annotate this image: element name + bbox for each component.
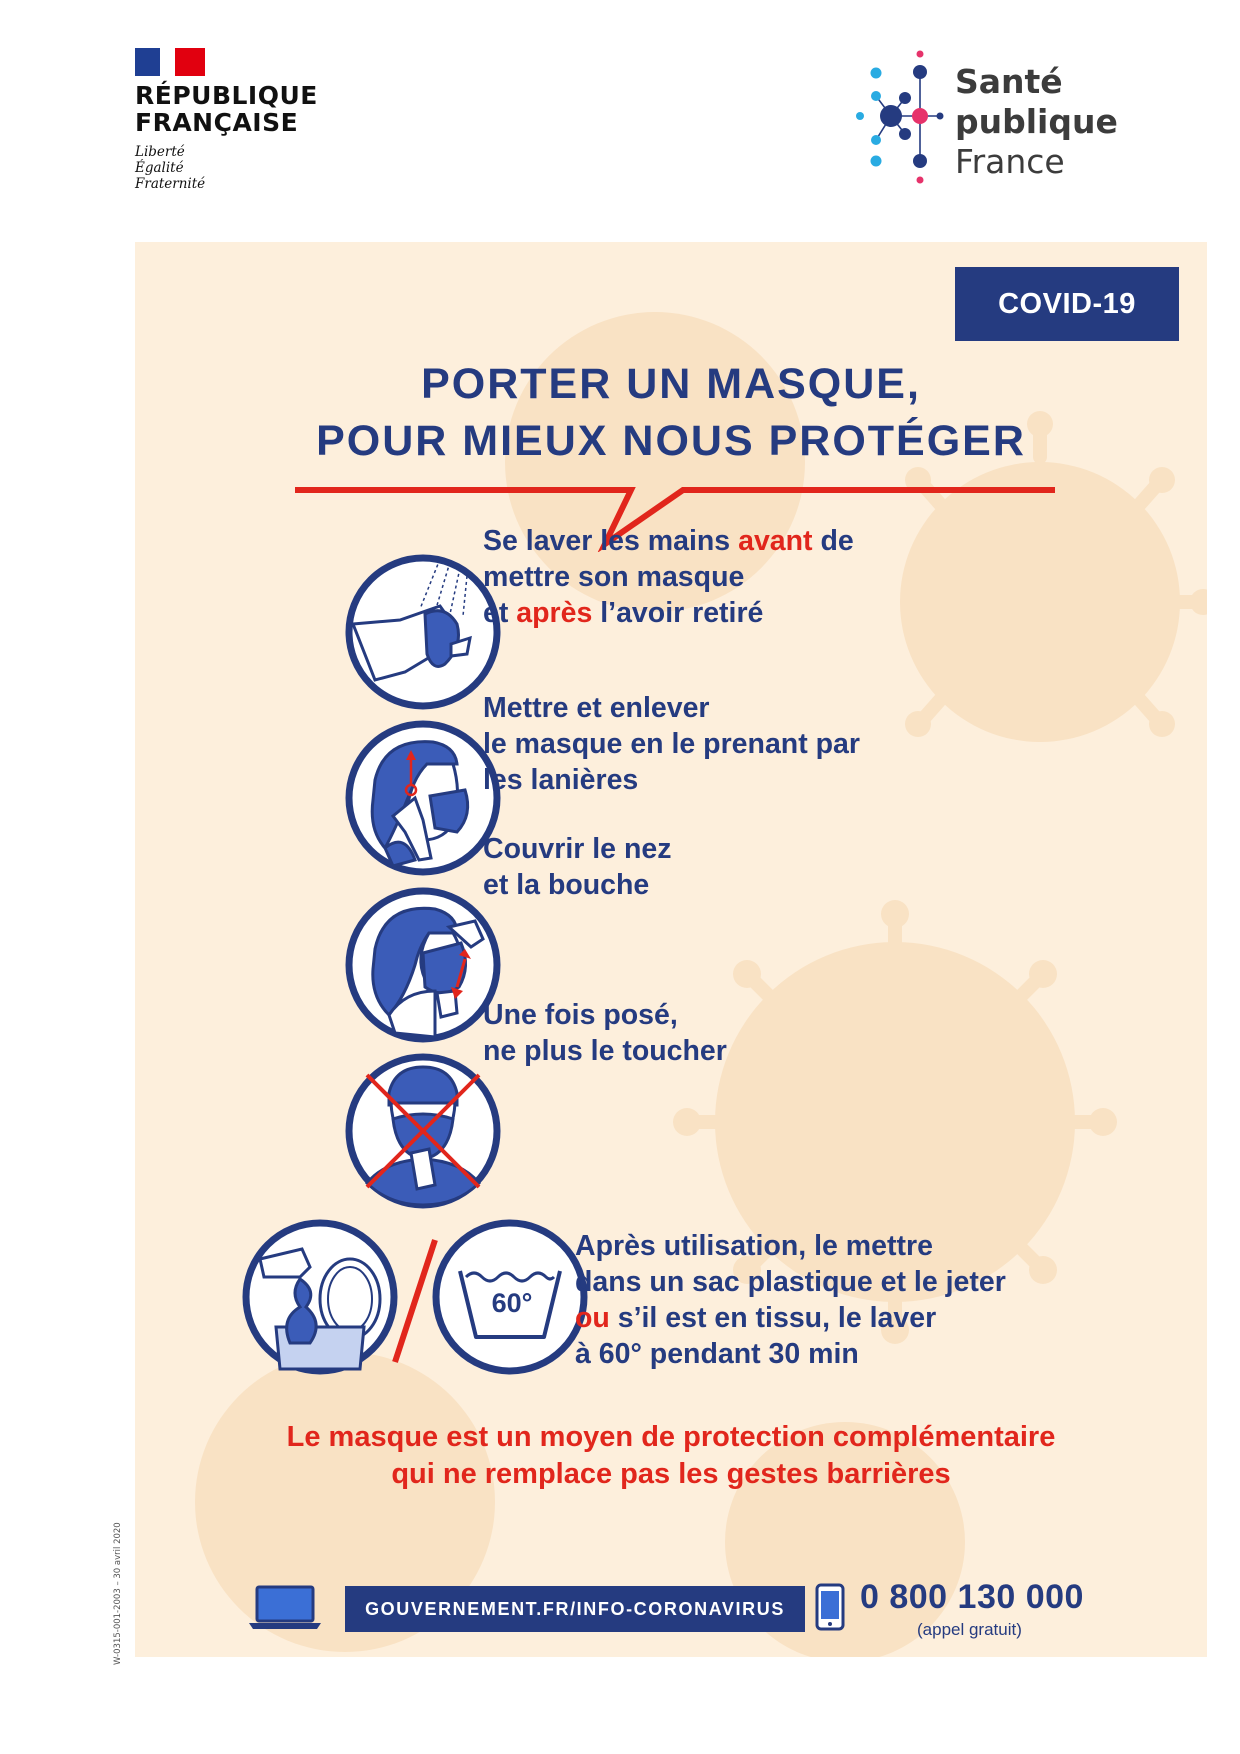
poster-panel: [135, 242, 1207, 1657]
step-2-line-3: les lanières: [483, 764, 639, 796]
spf-line2: publique: [955, 102, 1118, 141]
motto-fraternite: Fraternité: [135, 176, 206, 192]
do-not-touch-icon: [345, 1053, 501, 1209]
step-3-text: [483, 831, 671, 903]
step-5-line-3: ou s’il est en tissu, le laver: [575, 1302, 937, 1334]
spf-line1: Santé: [955, 62, 1063, 101]
title-line2: POUR MIEUX NOUS PROTÉGER: [316, 417, 1026, 465]
sante-publique-france-logo: [850, 46, 1130, 196]
cover-nose-mouth-icon: [345, 887, 501, 1043]
step-5-line-4: à 60° pendant 30 min: [575, 1338, 859, 1370]
republic-name: [135, 82, 318, 136]
step-4-text: [483, 997, 727, 1069]
step-3-line-2: et la bouche: [483, 869, 650, 901]
motto-egalite: Égalité: [135, 160, 184, 176]
hand-washing-icon: [345, 554, 501, 710]
document-reference: W-0315-001-2003 – 30 avril 2020: [113, 1522, 123, 1665]
step-5-line-2: dans un sac plastique et le jeter: [575, 1266, 1006, 1298]
wash-temperature-label: 60°: [491, 1288, 533, 1318]
title-line1: PORTER UN MASQUE,: [421, 360, 921, 408]
warning-note: [135, 1419, 1207, 1493]
spf-line3: France: [955, 142, 1065, 181]
step-2-text: [483, 690, 860, 798]
warning-line2: qui ne remplace pas les gestes barrières: [391, 1458, 951, 1490]
laptop-icon: [247, 1585, 323, 1631]
step-4-line-1: Une fois posé,: [483, 999, 678, 1031]
republic-motto: [135, 144, 205, 192]
republic-name-line2: FRANÇAISE: [135, 108, 299, 137]
molecule-logo-icon: [850, 46, 950, 196]
step-1-text: [483, 523, 854, 631]
motto-liberte: Liberté: [135, 144, 185, 160]
step-2-line-2: le masque en le prenant par: [483, 728, 860, 760]
step-5-text: [575, 1228, 1006, 1372]
sante-publique-wordmark: [955, 62, 1118, 182]
step-2-line-1: Mettre et enlever: [483, 692, 710, 724]
phone-icon: [815, 1583, 845, 1631]
website-link[interactable]: GOUVERNEMENT.FR/INFO-CORONAVIRUS: [345, 1586, 805, 1632]
phone-note: (appel gratuit): [917, 1620, 1022, 1639]
step-3-line-1: Couvrir le nez: [483, 833, 672, 865]
step-1-line-3: et après l’avoir retiré: [483, 597, 764, 629]
covid-badge: COVID-19: [955, 267, 1179, 341]
warning-line1: Le masque est un moyen de protection complémentaire: [286, 1421, 1056, 1453]
phone-number[interactable]: 0 800 130 000: [860, 1578, 1084, 1616]
step-1-line-2: mettre son masque: [483, 561, 745, 593]
republic-name-line1: RÉPUBLIQUE: [135, 81, 318, 110]
marianne-flag-icon: [135, 48, 205, 76]
mask-straps-icon: [345, 720, 501, 876]
step-5-line-1: Après utilisation, le mettre: [575, 1230, 933, 1262]
step-4-line-2: ne plus le toucher: [483, 1035, 727, 1067]
republique-francaise-logo: [135, 48, 335, 198]
step-1-line-1: Se laver les mains avant de: [483, 525, 854, 557]
bin-bag-icon: [242, 1219, 398, 1375]
